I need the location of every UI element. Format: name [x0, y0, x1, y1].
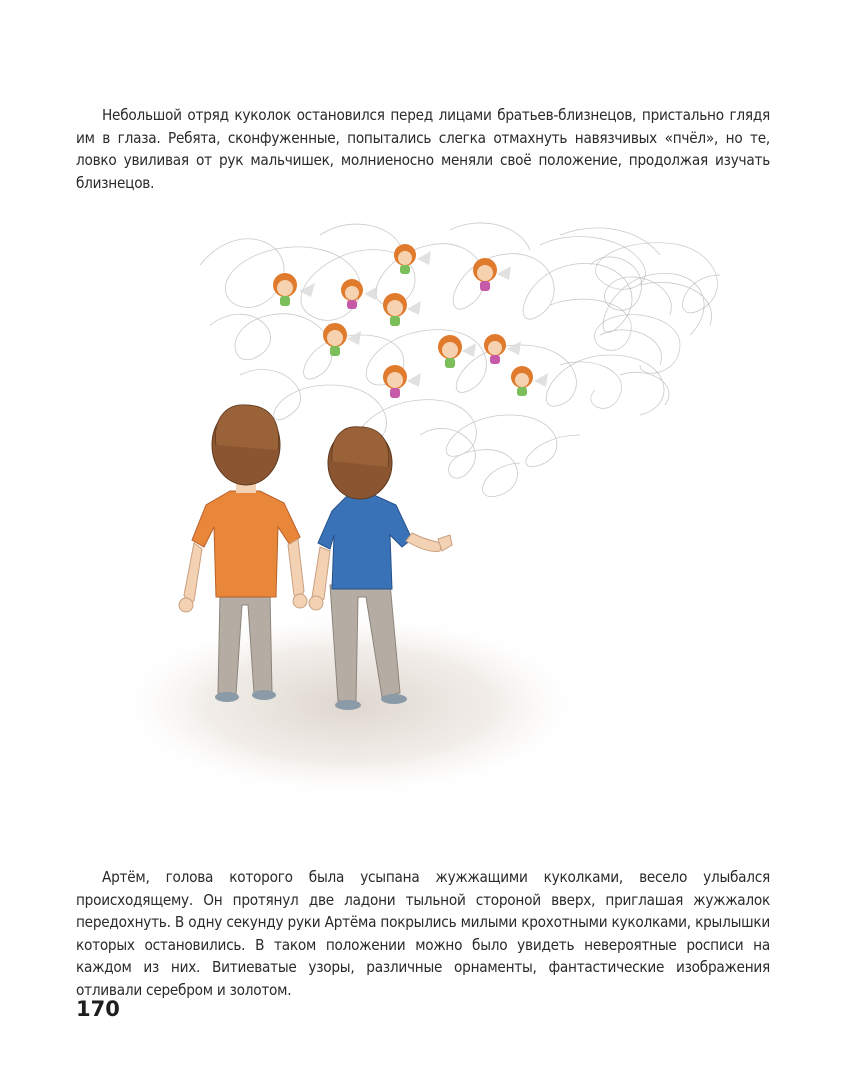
doll	[383, 293, 421, 326]
paragraph-bottom-text: Артём, голова которого была усыпана жужжащими куколками, весело улыбался происходящему. Он протянул две ладони тыльной стороной вверх, приглашая жужжалок передохнуть. В одну секунду руки Артёма покрылись милыми крохотными куколками, крылышки которых остановились. В таком положении можно было увидеть невероятные росписи на каждом из них. Витиеватые узоры, различные орнаменты, фантастические изображения отливали серебром и золотом.	[76, 868, 770, 999]
doll	[394, 244, 431, 274]
doll	[383, 365, 421, 398]
doll-figures	[273, 244, 548, 398]
doll	[273, 273, 315, 306]
page-number: 170	[76, 997, 120, 1021]
paragraph-top	[76, 104, 770, 194]
scribble-cloud-dark	[540, 237, 720, 409]
illustration-twins-and-dolls	[120, 205, 740, 805]
doll	[323, 323, 361, 356]
paragraph-bottom	[76, 866, 770, 1001]
doll	[341, 279, 378, 309]
paragraph-top-text: Небольшой отряд куколок остановился перед лицами братьев-близнецов, пристально глядя им в глаза. Ребята, сконфуженные, попытались слегка отмахнуть навязчивых «пчёл», но те, ловко увиливая от рук мальчишек, молниеносно меняли своё положение, продолжая изучать близнецов.	[76, 106, 770, 192]
doll	[473, 258, 511, 291]
illustration-svg	[120, 205, 740, 805]
doll	[511, 366, 548, 396]
doll	[484, 334, 521, 364]
